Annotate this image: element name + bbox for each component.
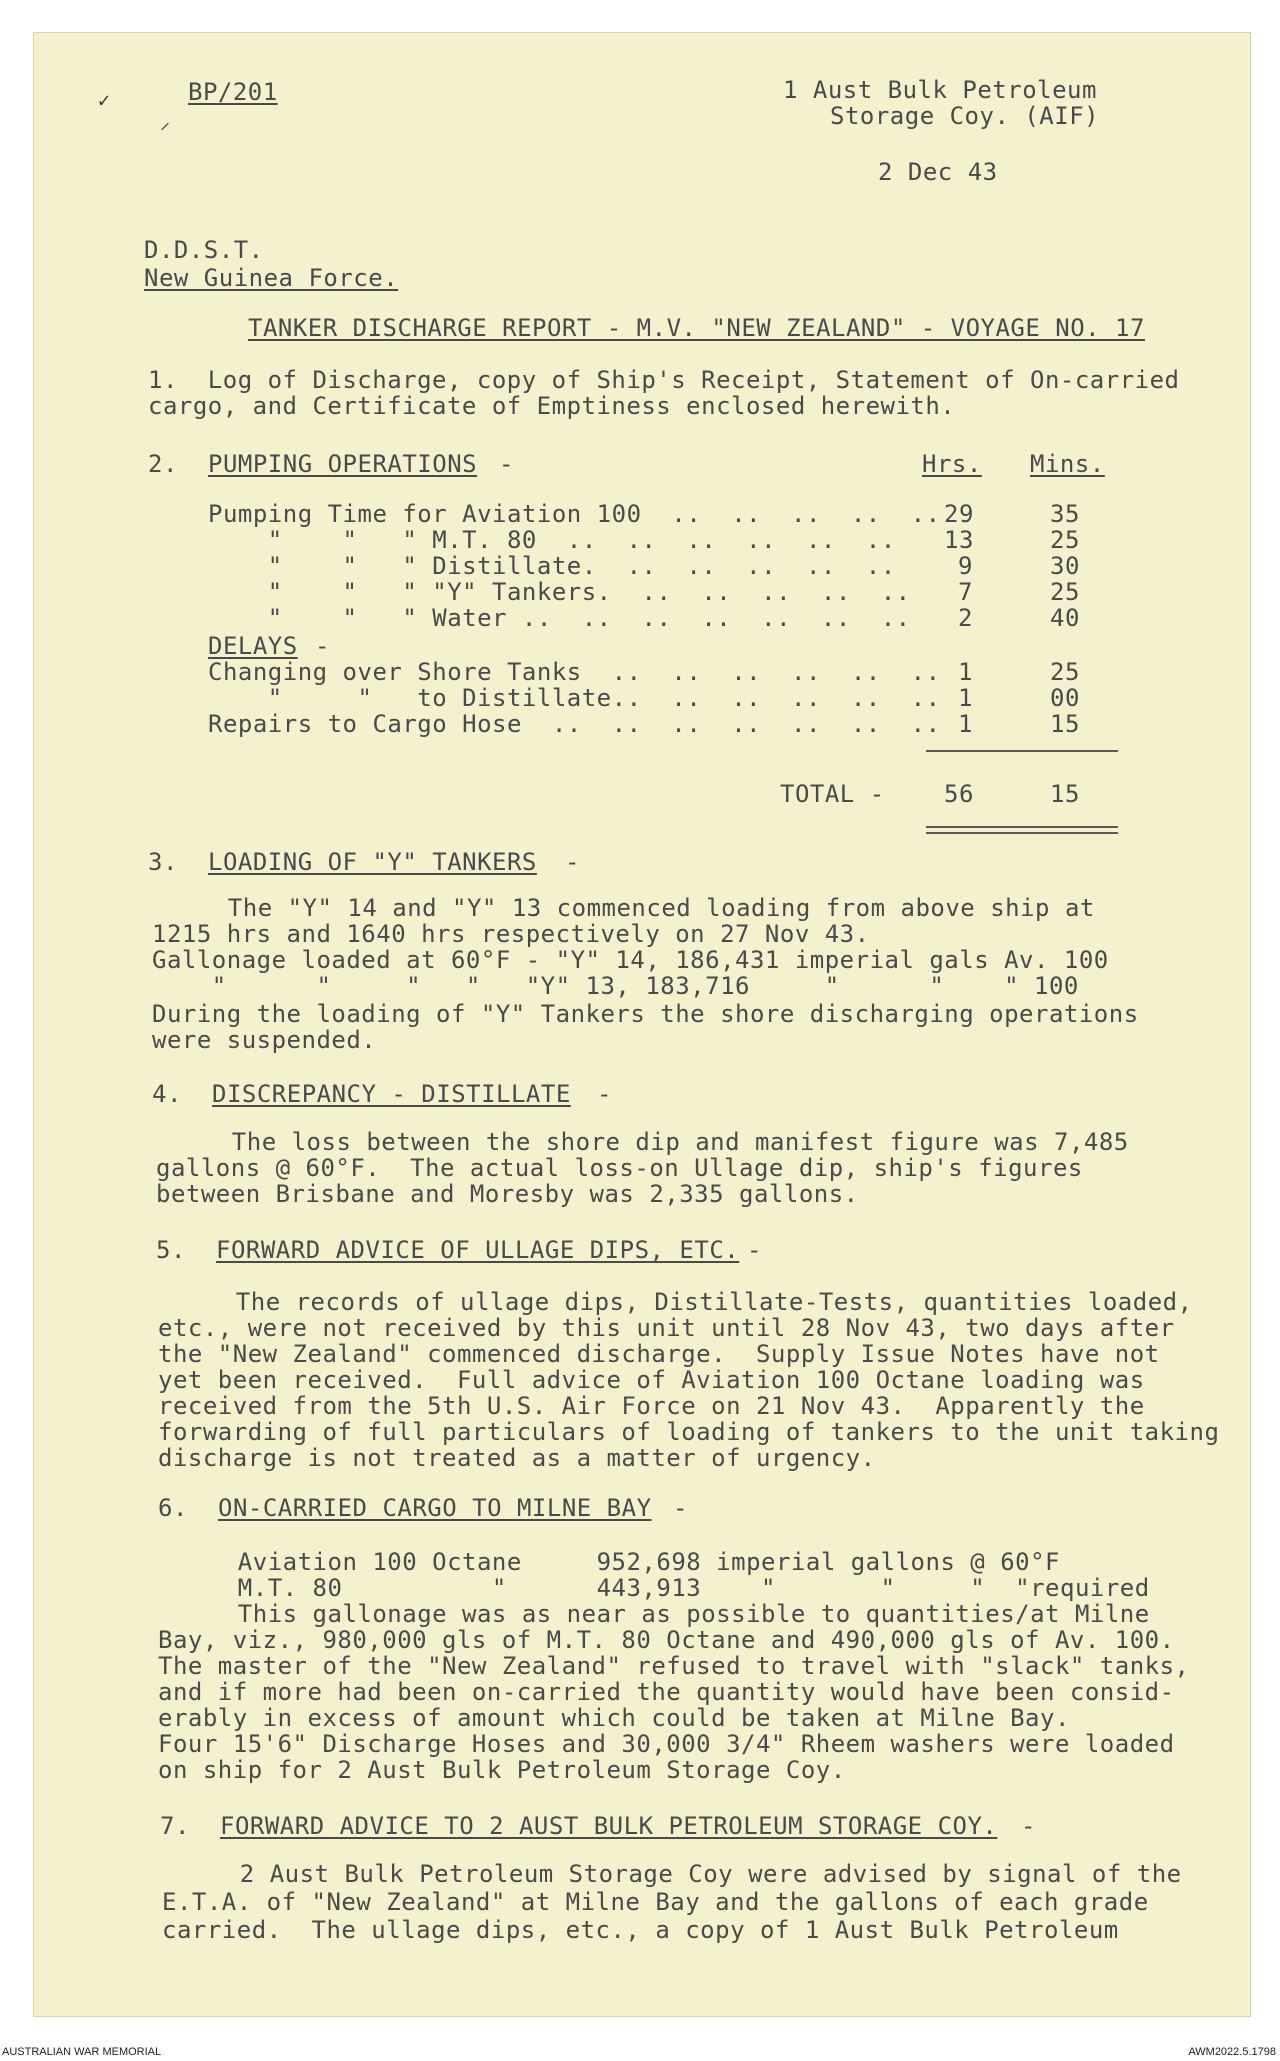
s6-line: Bay, viz., 980,000 gls of M.T. 80 Octane and 490,000 gls of Av. 100. — [158, 1626, 1175, 1654]
pumping-row-hrs: 9 — [958, 552, 973, 580]
footer-source: AUSTRALIAN WAR MEMORIAL — [2, 2046, 162, 2058]
s7-heading: FORWARD ADVICE TO 2 AUST BULK PETROLEUM STORAGE COY. — [220, 1812, 998, 1840]
addressee-line1: D.D.S.T. — [144, 236, 264, 264]
s6-line: M.T. 80 " 443,913 " " " "required — [178, 1574, 1150, 1602]
s6-heading: ON-CARRIED CARGO TO MILNE BAY — [218, 1494, 652, 1522]
total-label: TOTAL - — [780, 780, 885, 808]
s3-line: During the loading of "Y" Tankers the shore discharging operations — [152, 1000, 1139, 1028]
pumping-row-label: " " " M.T. 80 .. .. .. .. .. .. — [208, 526, 896, 554]
s4-line: The loss between the shore dip and manifest figure was 7,485 — [172, 1128, 1129, 1156]
total-rule — [926, 750, 1118, 752]
delay-row-mins: 15 — [1050, 710, 1080, 738]
s3-number: 3. — [148, 848, 178, 876]
pumping-row-mins: 40 — [1050, 604, 1080, 632]
total-hrs: 56 — [944, 780, 974, 808]
delay-row-label: Changing over Shore Tanks .. .. .. .. .. .. — [208, 658, 941, 686]
pencil-mark: ⸍ — [160, 118, 170, 142]
s2-heading: PUMPING OPERATIONS — [208, 450, 478, 478]
total-double-rule — [926, 826, 1118, 828]
s5-line: forwarding of full particulars of loading of tankers to the unit taking — [158, 1418, 1220, 1446]
delay-row-mins: 00 — [1050, 684, 1080, 712]
pumping-row-label: " " " Water .. .. .. .. .. .. .. — [208, 604, 911, 632]
delay-row-hrs: 1 — [958, 710, 973, 738]
s6-line: and if more had been on-carried the quantity would have been consid- — [158, 1678, 1175, 1706]
s7-number: 7. — [160, 1812, 190, 1840]
s1-line: 1. Log of Discharge, copy of Ship's Receipt, Statement of On-carried — [148, 366, 1180, 394]
addressee-line2: New Guinea Force. — [144, 264, 399, 292]
unit-name-line1: 1 Aust Bulk Petroleum — [783, 76, 1097, 104]
pencil-mark: ✓ — [98, 88, 111, 112]
s3-line: The "Y" 14 and "Y" 13 commenced loading from above ship at — [168, 894, 1095, 922]
document-title: TANKER DISCHARGE REPORT - M.V. "NEW ZEALAND" - VOYAGE NO. 17 — [248, 314, 1145, 342]
s3-line: Gallonage loaded at 60°F - "Y" 14, 186,431 imperial gals Av. 100 — [152, 946, 1109, 974]
s4-line: gallons @ 60°F. The actual loss-on Ullage dip, ship's figures — [156, 1154, 1083, 1182]
s5-heading: FORWARD ADVICE OF ULLAGE DIPS, ETC. — [216, 1236, 740, 1264]
document-date: 2 Dec 43 — [878, 158, 998, 186]
s3-heading-dash: - — [550, 848, 580, 876]
reference-number: BP/201 — [188, 78, 278, 106]
s6-line: The master of the "New Zealand" refused to travel with "slack" tanks, — [158, 1652, 1190, 1680]
delay-row-mins: 25 — [1050, 658, 1080, 686]
total-double-rule — [926, 832, 1118, 834]
s5-line: the "New Zealand" commenced discharge. Supply Issue Notes have not — [158, 1340, 1160, 1368]
pumping-row-hrs: 7 — [958, 578, 973, 606]
s5-line: etc., were not received by this unit until 28 Nov 43, two days after — [158, 1314, 1175, 1342]
s7-line: carried. The ullage dips, etc., a copy of 1 Aust Bulk Petroleum — [162, 1916, 1119, 1944]
pumping-row-mins: 25 — [1050, 526, 1080, 554]
pumping-row-hrs: 2 — [958, 604, 973, 632]
s3-line: " " " " "Y" 13, 183,716 " " " 100 — [152, 972, 1079, 1000]
s6-line: This gallonage was as near as possible to quantities/at Milne — [178, 1600, 1150, 1628]
s5-line: received from the 5th U.S. Air Force on 21 Nov 43. Apparently the — [158, 1392, 1145, 1420]
s7-heading-dash: - — [1006, 1812, 1036, 1840]
s1-line: cargo, and Certificate of Emptiness enclosed herewith. — [148, 392, 956, 420]
s4-number: 4. — [152, 1080, 182, 1108]
s6-line: on ship for 2 Aust Bulk Petroleum Storage Coy. — [158, 1756, 846, 1784]
s6-heading-dash: - — [658, 1494, 688, 1522]
total-mins: 15 — [1050, 780, 1080, 808]
pumping-row-label: Pumping Time for Aviation 100 .. .. .. .. .. — [208, 500, 941, 528]
pumping-row-mins: 35 — [1050, 500, 1080, 528]
s3-heading: LOADING OF "Y" TANKERS — [208, 848, 537, 876]
s4-line: between Brisbane and Moresby was 2,335 gallons. — [156, 1180, 859, 1208]
pumping-row-hrs: 29 — [944, 500, 974, 528]
s2-number: 2. — [148, 450, 178, 478]
s5-line: yet been received. Full advice of Aviation 100 Octane loading was — [158, 1366, 1145, 1394]
delay-row-label: Repairs to Cargo Hose .. .. .. .. .. .. .. — [208, 710, 941, 738]
s4-heading-dash: - — [582, 1080, 612, 1108]
pumping-row-hrs: 13 — [944, 526, 974, 554]
hrs-column-header: Hrs. — [922, 450, 982, 478]
s6-line: erably in excess of amount which could be taken at Milne Bay. — [158, 1704, 1070, 1732]
s3-line: 1215 hrs and 1640 hrs respectively on 27 Nov 43. — [152, 920, 870, 948]
s5-number: 5. — [156, 1236, 186, 1264]
delay-row-label: " " to Distillate.. .. .. .. .. .. — [208, 684, 941, 712]
mins-column-header: Mins. — [1030, 450, 1105, 478]
s4-heading: DISCREPANCY - DISTILLATE — [212, 1080, 571, 1108]
delays-heading-dash: - — [300, 632, 330, 660]
s2-heading-dash: - — [484, 450, 514, 478]
pumping-row-label: " " " Distillate. .. .. .. .. .. — [208, 552, 896, 580]
delays-heading: DELAYS — [208, 632, 298, 660]
pumping-row-label: " " " "Y" Tankers. .. .. .. .. .. — [208, 578, 911, 606]
delay-row-hrs: 1 — [958, 658, 973, 686]
pumping-row-mins: 25 — [1050, 578, 1080, 606]
s7-line: E.T.A. of "New Zealand" at Milne Bay and the gallons of each grade — [162, 1888, 1149, 1916]
footer-accession: AWM2022.5.1798 — [1188, 2046, 1276, 2058]
s5-line: discharge is not treated as a matter of urgency. — [158, 1444, 876, 1472]
unit-name-line2: Storage Coy. (AIF) — [830, 102, 1100, 130]
delay-row-hrs: 1 — [958, 684, 973, 712]
s5-line: The records of ullage dips, Distillate-Tests, quantities loaded, — [176, 1288, 1193, 1316]
s3-line: were suspended. — [152, 1026, 377, 1054]
s7-line: 2 Aust Bulk Petroleum Storage Coy were advised by signal of the — [180, 1860, 1182, 1888]
s6-number: 6. — [158, 1494, 188, 1522]
s5-heading-dash: - — [732, 1236, 762, 1264]
s6-line: Aviation 100 Octane 952,698 imperial gallons @ 60°F — [178, 1548, 1061, 1576]
pumping-row-mins: 30 — [1050, 552, 1080, 580]
s6-line: Four 15'6" Discharge Hoses and 30,000 3/4" Rheem washers were loaded — [158, 1730, 1175, 1758]
